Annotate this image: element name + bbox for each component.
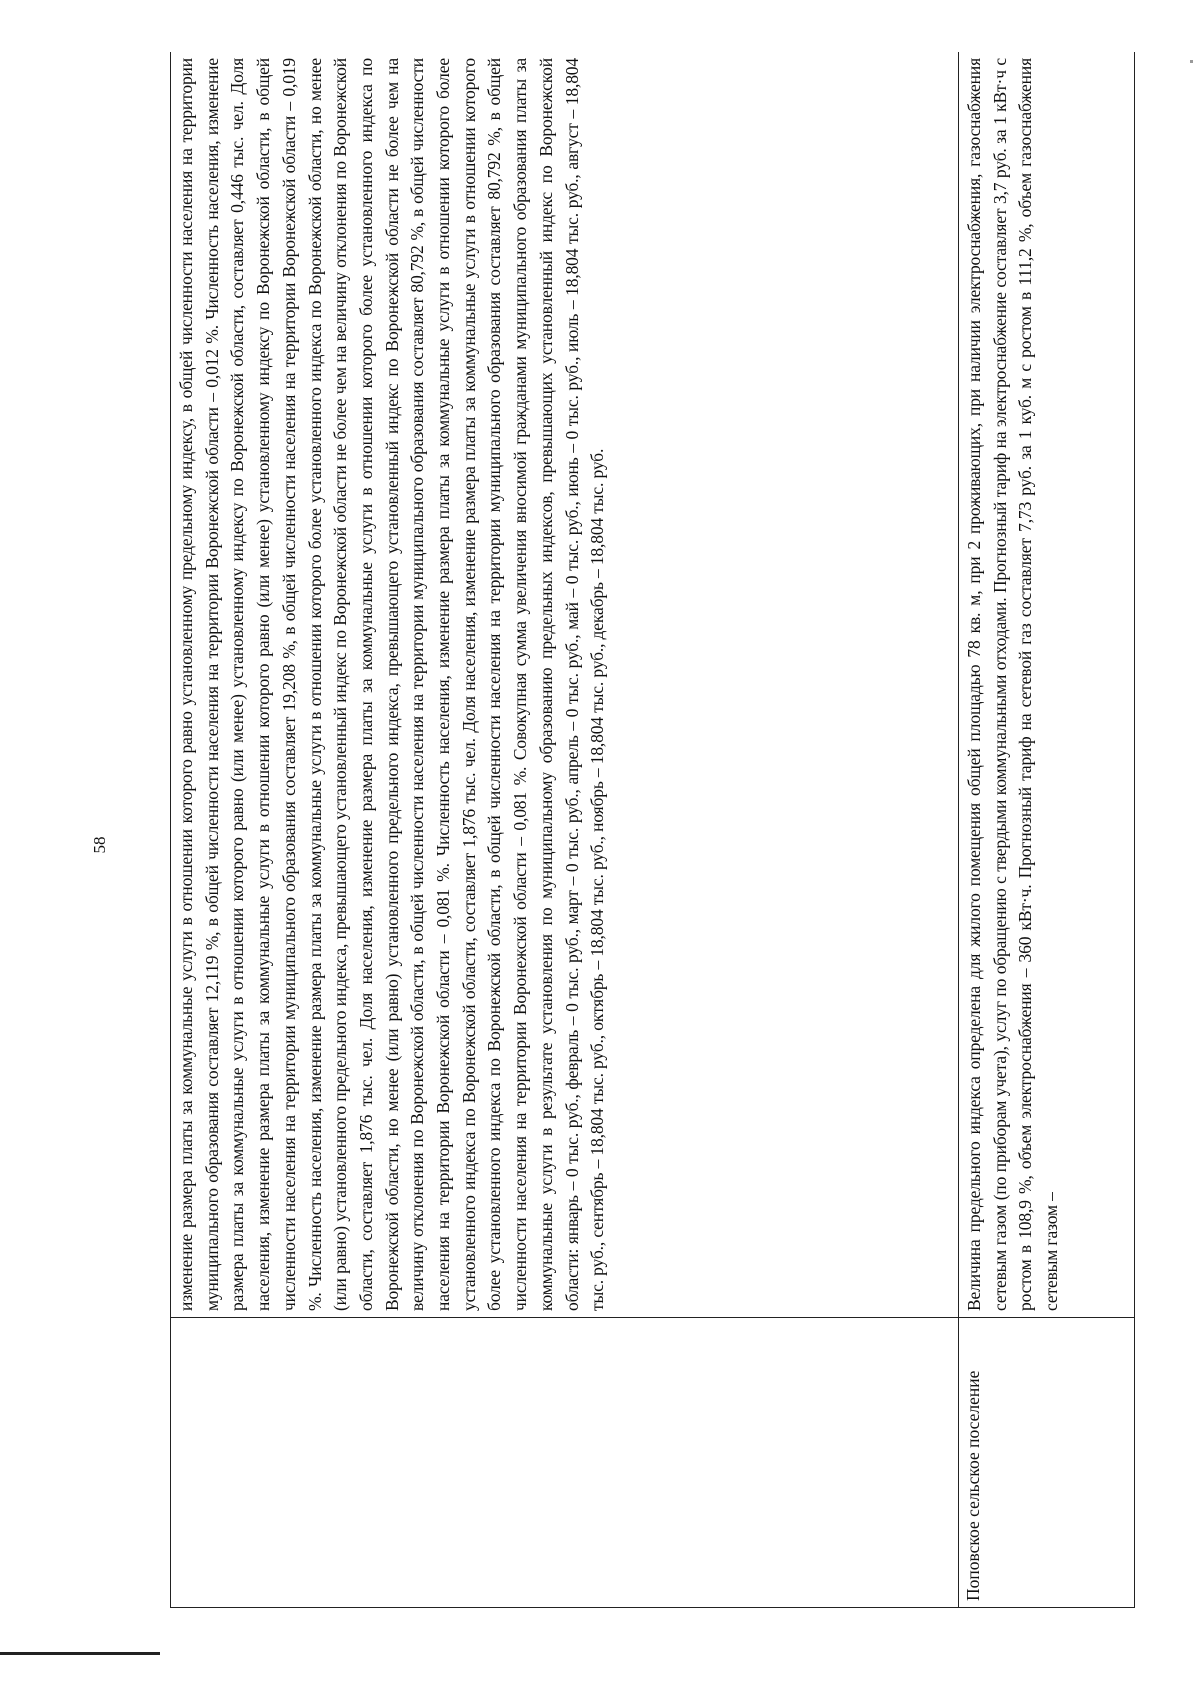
rotated-table-canvas (170, 52, 1138, 1608)
region-cell (171, 1318, 959, 1608)
rotated-table-frame (170, 52, 1138, 1608)
table-row (171, 52, 959, 1608)
table-row (959, 52, 1135, 1608)
scan-edge-mark (0, 1652, 160, 1655)
page-number: 58 (90, 836, 109, 854)
description-cell: изменение размера платы за коммунальные услуги в отношении которого равно установленному предельному индексу, в общей численности населения на территории муниципального образования составляет 12,119 %, в общей численности населения на территории Воронежской области – 0,012 %. Численность населения, изменение размера платы за коммунальные услуги в отношении которого равно (или менее) установленному индексу по Воронежской области, составляет 0,446 тыс. чел. Доля населения, изменение размера платы за коммунальные услуги в отношении которого равно (или менее) установленному индексу по Воронежской области, в общей численности населения на территории муниципального образования составляет 19,208 %, в общей численности населения на территории Воронежской области – 0,019 %. Численность населения, изменение размера платы за коммунальные услуги в отношении которого более установленного индекса по Воронежской области, но менее (или равно) установленного предельного индекса, превышающего установленный индекс по Воронежской области не более чем на величину отклонения по Воронежской области, составляет 1,876 тыс. чел. Доля населения, изменение размера платы за коммунальные услуги в отношении которого более установленного индекса по Воронежской области, но менее (или равно) установленного предельного индекса, превышающего установленный индекс по Воронежской области не более чем на величину отклонения по Воронежской области, в общей численности населения на территории муниципального образования составляет 80,792 %, в общей численности населения на территории Воронежской области – 0,081 %. Численность населения, изменение размера платы за коммунальные услуги в отношении которого более установленного индекса по Воронежской области, составляет 1,876 тыс. чел. Доля населения, изменение размера платы за коммунальные услуги в отношении которого более установленного индекса по Воронежской области, в общей численности населения на территории муниципального образования составляет 80,792 %, в общей численности населения на территории Воронежской области – 0,081 %. Совокупная сумма увеличения вносимой гражданами муниципального образования платы за коммунальные услуги в результате установления по муниципальному образованию предельных индексов, превышающих установленный индекс по Воронежской области: январь – 0 тыс. руб., февраль – 0 тыс. руб., март – 0 тыс. руб., апрель – 0 тыс. руб., май – 0 тыс. руб., июнь – 0 тыс. руб., июль – 18,804 тыс. руб., август – 18,804 тыс. руб., сентябрь – 18,804 тыс. руб., октябрь – 18,804 тыс. руб., ноябрь – 18,804 тыс. руб., декабрь – 18,804 тыс. руб. (171, 52, 959, 1318)
tariff-table (170, 52, 1135, 1608)
description-cell: Величина предельного индекса определена для жилого помещения общей площадью 78 кв. м, при 2 проживающих, при наличии электроснабжения, газоснабжения сетевым газом (по приборам учета), услуг по обращению с твердыми коммунальными отходами. Прогнозный тариф на электроснабжение составляет 3,7 руб. за 1 кВт·ч с ростом в 108,9 %, объем электроснабжения – 360 кВт·ч. Прогнозный тариф на сетевой газ составляет 7,73 руб. за 1 куб. м с ростом в 111,2 %, объем газоснабжения сетевым газом – (959, 52, 1135, 1318)
scan-speck (1190, 60, 1193, 63)
region-cell: Поповское сельское поселение (959, 1318, 1135, 1608)
